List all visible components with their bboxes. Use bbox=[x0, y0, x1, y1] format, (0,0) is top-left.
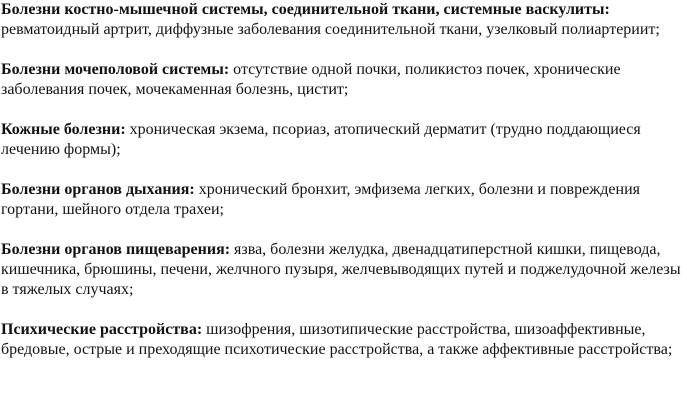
paragraph-text: язва, болезни желудка, двенадцатиперстной кишки, пищевода, кишечника, брюшины, печени, желчного пузыря, желчевыводящих путей и поджелудочной железы в тяжелых случаях; bbox=[1, 241, 681, 298]
paragraph-heading: Болезни органов пищеварения: bbox=[1, 241, 231, 258]
paragraph-mental bbox=[1, 320, 687, 360]
paragraph-musculoskeletal bbox=[1, 0, 687, 40]
paragraph-text: хроническая экзема, псориаз, атопический дерматит (трудно поддающиеся лечению формы); bbox=[1, 121, 641, 158]
paragraph-heading: Болезни органов дыхания: bbox=[1, 181, 195, 198]
paragraph-heading: Психические расстройства: bbox=[1, 321, 203, 338]
paragraph-skin bbox=[1, 120, 687, 160]
paragraph-respiratory bbox=[1, 180, 687, 220]
paragraph-genitourinary bbox=[1, 60, 687, 100]
paragraph-text: хронический бронхит, эмфизема легких, болезни и повреждения гортани, шейного отдела трахеи; bbox=[1, 181, 640, 218]
paragraph-digestive bbox=[1, 240, 687, 300]
document-body bbox=[1, 0, 687, 380]
paragraph-text: шизофрения, шизотипические расстройства, шизоаффективные, бредовые, острые и преходящие психотические расстройства, а также аффективные расстройства; bbox=[1, 321, 673, 358]
paragraph-heading: Болезни костно-мышечной системы, соединительной ткани, системные васкулиты: bbox=[1, 1, 610, 18]
paragraph-heading: Кожные болезни: bbox=[1, 121, 126, 138]
paragraph-text: отсутствие одной почки, поликистоз почек, хронические заболевания почек, мочекаменная болезнь, цистит; bbox=[1, 61, 621, 98]
paragraph-text: ревматоидный артрит, диффузные заболевания соединительной ткани, узелковый полиартериит; bbox=[1, 21, 660, 38]
paragraph-heading: Болезни мочеполовой системы: bbox=[1, 61, 230, 78]
